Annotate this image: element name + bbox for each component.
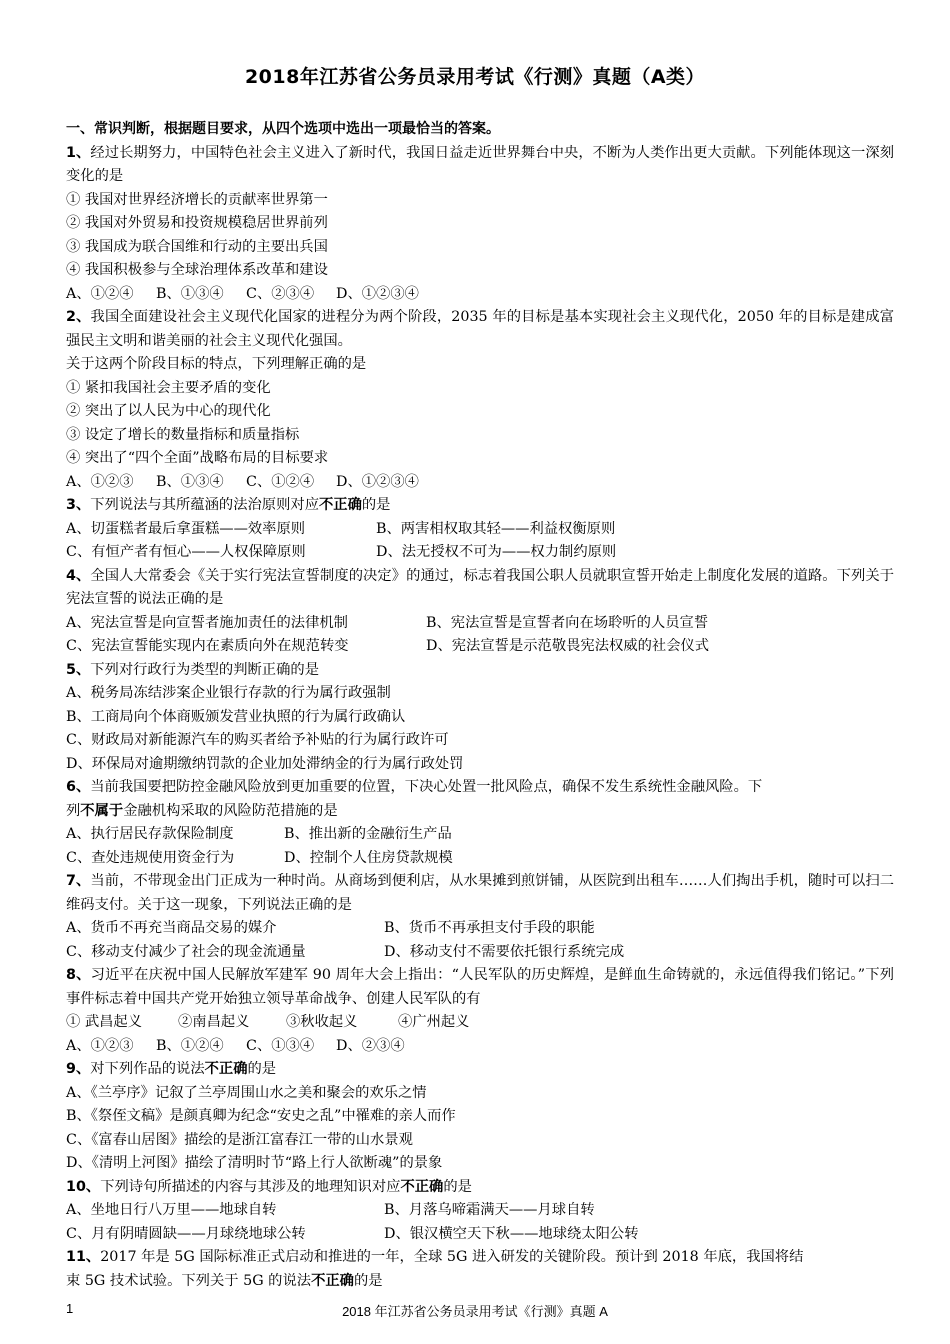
question-2-options bbox=[66, 471, 894, 495]
option-a: A、切蛋糕者最后拿蛋糕——效率原则 bbox=[66, 520, 306, 537]
question-4-options bbox=[66, 612, 894, 636]
question-2-item: ② 突出了以人民为中心的现代化 bbox=[66, 403, 271, 419]
question-1-item: ④ 我国积极参与全球治理体系改革和建设 bbox=[66, 262, 328, 278]
question-2-item: ③ 设定了增长的数量指标和质量指标 bbox=[66, 426, 300, 443]
question-7-options bbox=[66, 917, 894, 941]
option-a: A、货币不再充当商品交易的媒介 bbox=[66, 920, 277, 936]
question-3-stem: 3、下列说法与其所蕴涵的法治原则对应不正确的是 bbox=[66, 497, 391, 513]
option-d: D、法无授权不可为——权力制约原则 bbox=[376, 544, 617, 560]
section-heading: 一、常识判断，根据题目要求，从四个选项中选出一项最恰当的答案。 bbox=[66, 121, 500, 137]
option-a: A、执行居民存款保险制度 bbox=[66, 826, 234, 842]
question-7-stem: 7、当前，不带现金出门正成为一种时尚。从商场到便利店，从水果摊到煎饼铺，从医院到出租车……人们掏出手机，随时可以扫二维码支付。关于这一现象，下列说法正确的是 bbox=[66, 873, 894, 913]
question-4-stem: 4、全国人大常委会《关于实行宪法宣誓制度的决定》的通过，标志着我国公职人员就职宣誓开始走上制度化发展的道路。下列关于宪法宣誓的说法正确的是 bbox=[66, 567, 894, 607]
question-number: 3、 bbox=[66, 497, 91, 513]
question-2-item: ① 紧扣我国社会主要矛盾的变化 bbox=[66, 379, 271, 396]
question-number: 5、 bbox=[66, 661, 91, 678]
question-number: 8、 bbox=[66, 967, 91, 983]
question-6-options bbox=[66, 823, 894, 847]
option-c: C、②③④ bbox=[246, 285, 315, 302]
option-c: C、移动支付减少了社会的现金流通量 bbox=[66, 943, 306, 960]
question-number: 6、 bbox=[66, 779, 91, 795]
option-c: C、月有阴晴圆缺——月球绕地球公转 bbox=[66, 1225, 306, 1242]
question-2-item: ④ 突出了“四个全面”战略布局的目标要求 bbox=[66, 450, 329, 466]
question-1-item: ③ 我国成为联合国维和行动的主要出兵国 bbox=[66, 238, 328, 255]
option-a: A、①②③ bbox=[66, 1037, 134, 1054]
option-d: D、宪法宣誓是示范敬畏宪法权威的社会仪式 bbox=[426, 638, 710, 654]
option-a: A、①②④ bbox=[66, 285, 134, 302]
question-1-item: ① 我国对世界经济增长的贡献率世界第一 bbox=[66, 191, 328, 208]
option-a: A、坐地日行八万里——地球自转 bbox=[66, 1202, 277, 1218]
question-5-option-a: A、税务局冻结涉案企业银行存款的行为属行政强制 bbox=[66, 685, 391, 701]
question-2-stem: 2、我国全面建设社会主义现代化国家的进程分为两个阶段，2035 年的目标是基本实现社会主义现代化，2050 年的目标是建成富强民主文明和谐美丽的社会主义现代化强国。 bbox=[66, 309, 894, 349]
option-b: B、月落乌啼霜满天——月球自转 bbox=[384, 1202, 595, 1218]
option-d: D、①②③④ bbox=[336, 473, 419, 490]
option-a: A、①②③ bbox=[66, 473, 134, 490]
question-9-stem: 9、对下列作品的说法不正确的是 bbox=[66, 1061, 277, 1077]
option-b: B、①②④ bbox=[156, 1037, 224, 1054]
question-5-option-c: C、财政局对新能源汽车的购买者给予补贴的行为属行政许可 bbox=[66, 732, 449, 748]
item-3: ③秋收起义 bbox=[286, 1014, 358, 1030]
question-number: 9、 bbox=[66, 1061, 91, 1077]
option-a: A、宪法宣誓是向宣誓者施加责任的法律机制 bbox=[66, 614, 348, 631]
option-d: D、控制个人住房贷款规模 bbox=[284, 849, 453, 866]
question-11-stem-cont: 束 5G 技术试验。下列关于 5G 的说法不正确的是 bbox=[66, 1272, 383, 1289]
question-10-options bbox=[66, 1199, 894, 1223]
option-d: D、银汉横空天下秋——地球绕太阳公转 bbox=[384, 1225, 639, 1242]
emphasis-text: 不属于 bbox=[80, 802, 124, 819]
emphasis-text: 不正确 bbox=[319, 497, 362, 513]
question-9-option-c: C、《富春山居图》描绘的是浙江富春江一带的山水景观 bbox=[66, 1131, 413, 1148]
option-c: C、①②④ bbox=[246, 473, 315, 490]
question-1-stem: 1、经过长期努力，中国特色社会主义进入了新时代，我国日益走近世界舞台中央，不断为人类作出更大贡献。下列能体现这一深刻变化的是 bbox=[66, 144, 894, 184]
option-c: C、查处违规使用资金行为 bbox=[66, 849, 235, 866]
question-1-item: ② 我国对外贸易和投资规模稳居世界前列 bbox=[66, 215, 328, 231]
question-5-option-b: B、工商局向个体商贩颁发营业执照的行为属行政确认 bbox=[66, 708, 406, 725]
option-b: B、推出新的金融衍生产品 bbox=[284, 826, 452, 842]
item-2: ②南昌起义 bbox=[178, 1014, 250, 1030]
question-number: 1、 bbox=[66, 144, 91, 161]
question-number: 7、 bbox=[66, 873, 91, 889]
question-9-option-b: B、《祭侄文稿》是颜真卿为纪念“安史之乱”中罹难的亲人而作 bbox=[66, 1108, 456, 1124]
footer-title: 2018 年江苏省公务员录用考试《行测》真题 A bbox=[342, 1304, 608, 1319]
question-3-options bbox=[66, 518, 894, 542]
emphasis-text: 不正确 bbox=[204, 1061, 248, 1077]
question-4-options bbox=[66, 635, 894, 659]
question-9-option-a: A、《兰亭序》记叙了兰亭周围山水之美和聚会的欢乐之情 bbox=[66, 1084, 427, 1101]
question-6-options bbox=[66, 847, 894, 871]
option-c: C、①③④ bbox=[246, 1037, 315, 1054]
question-9-option-d: D、《清明上河图》描绘了清明时节“路上行人欲断魂”的景象 bbox=[66, 1155, 443, 1171]
question-5-option-d: D、环保局对逾期缴纳罚款的企业加处滞纳金的行为属行政处罚 bbox=[66, 755, 464, 772]
question-2-prompt: 关于这两个阶段目标的特点，下列理解正确的是 bbox=[66, 356, 367, 372]
page-title: 2018年江苏省公务员录用考试《行测》真题（A类） bbox=[244, 66, 706, 88]
question-10-options bbox=[66, 1223, 894, 1247]
option-d: D、移动支付不需要依托银行系统完成 bbox=[384, 943, 625, 960]
question-7-options bbox=[66, 941, 894, 965]
question-number: 11、 bbox=[66, 1249, 101, 1265]
option-b: B、①③④ bbox=[156, 473, 224, 490]
question-8-stem: 8、习近平在庆祝中国人民解放军建军 90 周年大会上指出：“人民军队的历史辉煌，是鲜血生命铸就的，永远值得我们铭记。”下列事件标志着中国共产党开始独立领导革命战争、创建人民军队的有 bbox=[66, 967, 894, 1007]
question-10-stem: 10、下列诗句所描述的内容与其涉及的地理知识对应不正确的是 bbox=[66, 1178, 472, 1195]
option-c: C、宪法宣誓能实现内在素质向外在规范转变 bbox=[66, 638, 349, 654]
item-4: ④广州起义 bbox=[398, 1014, 470, 1030]
question-8-options bbox=[66, 1035, 894, 1059]
option-b: B、货币不再承担支付手段的职能 bbox=[384, 920, 595, 936]
question-6-stem: 6、当前我国要把防控金融风险放到更加重要的位置，下决心处置一批风险点，确保不发生系统性金融风险。下 bbox=[66, 779, 763, 795]
footer-page-number: 1 bbox=[66, 1301, 74, 1316]
question-number: 2、 bbox=[66, 309, 91, 325]
question-1-options bbox=[66, 283, 894, 307]
question-3-options bbox=[66, 541, 894, 565]
option-b: B、宪法宣誓是宣誓者向在场聆听的人员宣誓 bbox=[426, 614, 709, 631]
emphasis-text: 不正确 bbox=[311, 1272, 354, 1289]
question-8-items bbox=[66, 1011, 894, 1035]
question-number: 10、 bbox=[66, 1178, 101, 1195]
exam-content bbox=[66, 118, 894, 1293]
question-number: 4、 bbox=[66, 567, 91, 584]
question-11-stem: 11、2017 年是 5G 国际标准正式启动和推进的一年，全球 5G 进入研发的关键阶段。预计到 2018 年底，我国将结 bbox=[66, 1249, 804, 1265]
question-5-stem: 5、下列对行政行为类型的判断正确的是 bbox=[66, 661, 319, 678]
option-d: D、①②③④ bbox=[336, 285, 419, 302]
emphasis-text: 不正确 bbox=[400, 1178, 444, 1195]
option-c: C、有恒产者有恒心——人权保障原则 bbox=[66, 544, 306, 560]
option-d: D、②③④ bbox=[336, 1037, 405, 1054]
option-b: B、两害相权取其轻——利益权衡原则 bbox=[376, 520, 616, 537]
option-b: B、①③④ bbox=[156, 285, 224, 302]
question-6-stem-cont: 列不属于金融机构采取的风险防范措施的是 bbox=[66, 802, 338, 819]
item-1: ① 武昌起义 bbox=[66, 1014, 143, 1030]
